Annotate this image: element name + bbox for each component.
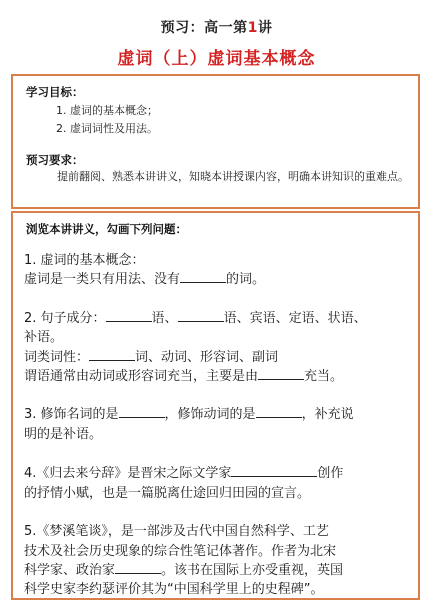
- q2-text-a: 2. 句子成分：: [24, 311, 106, 326]
- q4-text-b: 创作: [317, 466, 344, 481]
- q2-text-e: 词类词性：: [24, 350, 90, 365]
- goals-heading: 学习目标：: [26, 85, 84, 99]
- lecture-number: 1: [247, 20, 258, 36]
- q5-line-2: 技术及社会历史现象的综合性笔记体著作。作者为北宋: [24, 544, 337, 559]
- questions-heading: 浏览本讲讲义，勾画下列问题：: [26, 222, 187, 236]
- goal-item: 1. 虚词的基本概念；: [56, 104, 158, 117]
- q4-blank[interactable]: [231, 462, 317, 477]
- q2-blank-2[interactable]: [178, 307, 224, 322]
- goal-item: 2. 虚词词性及用法。: [56, 122, 158, 135]
- q5-line-1: 5.《梦溪笔谈》，是一部涉及古代中国自然科学、工艺: [24, 524, 329, 539]
- q5-text-d: 。该书在国际上亦受重视，英国: [161, 563, 344, 578]
- q2-text-g: 谓语通常由动词或形容词充当，主要是由: [24, 369, 259, 384]
- q3-line-2: 明的是补语。: [24, 427, 103, 442]
- q2-text-b: 语、: [151, 311, 178, 326]
- q5-blank[interactable]: [115, 559, 161, 574]
- q3-blank-2[interactable]: [256, 403, 302, 418]
- subtitle-suffix: 讲: [257, 20, 273, 36]
- q5-line-4: 科学史家李约瑟评价其为“中国科学里上的史程碑”。: [24, 582, 324, 597]
- q2-line-3: [24, 346, 278, 365]
- page-title: 虚词（上）虚词基本概念: [117, 49, 316, 69]
- q5-text-c: 科学家、政治家: [24, 563, 116, 578]
- q4-line-1: [24, 462, 343, 481]
- q2-text-h: 充当。: [304, 369, 344, 384]
- q1-title: 1. 虚词的基本概念：: [24, 253, 145, 268]
- q3-text-b: ，修饰动词的是: [164, 407, 256, 422]
- q2-line-1: [24, 307, 367, 326]
- q1-text-b: 的词。: [226, 272, 266, 287]
- q2-blank-3[interactable]: [89, 346, 135, 361]
- q1-text-a: 虚词是一类只有用法、没有: [24, 272, 181, 287]
- q2-text-f: 词、动词、形容词、副词: [135, 350, 279, 365]
- q3-blank-1[interactable]: [119, 403, 165, 418]
- q2-text-c: 语、宾语、定语、状语、: [223, 311, 367, 326]
- q1-line: [24, 268, 265, 287]
- q4-text-a: 4.《归去来兮辞》是晋宋之际文学家: [24, 466, 232, 481]
- q3-text-c: ，补充说: [301, 407, 354, 422]
- q4-line-2: 的抒情小赋，也是一篇脱离仕途回归田园的宣言。: [24, 486, 311, 501]
- q2-line-4: [24, 365, 343, 384]
- q2-line-2: 补语。: [24, 330, 64, 345]
- q3-line-1: [24, 403, 354, 422]
- requirements-heading: 预习要求：: [26, 153, 84, 167]
- q5-line-3: [24, 559, 343, 578]
- q1-blank[interactable]: [180, 268, 226, 283]
- q2-blank-1[interactable]: [106, 307, 152, 322]
- requirements-text: 提前翻阅、熟悉本讲讲义，知晓本讲授课内容，明确本讲知识的重难点。: [57, 170, 409, 183]
- lecture-subtitle: [0, 17, 433, 37]
- q3-text-a: 3. 修饰名词的是: [24, 407, 119, 422]
- subtitle-prefix: 预习：高一第: [160, 20, 248, 36]
- q2-blank-4[interactable]: [258, 365, 304, 380]
